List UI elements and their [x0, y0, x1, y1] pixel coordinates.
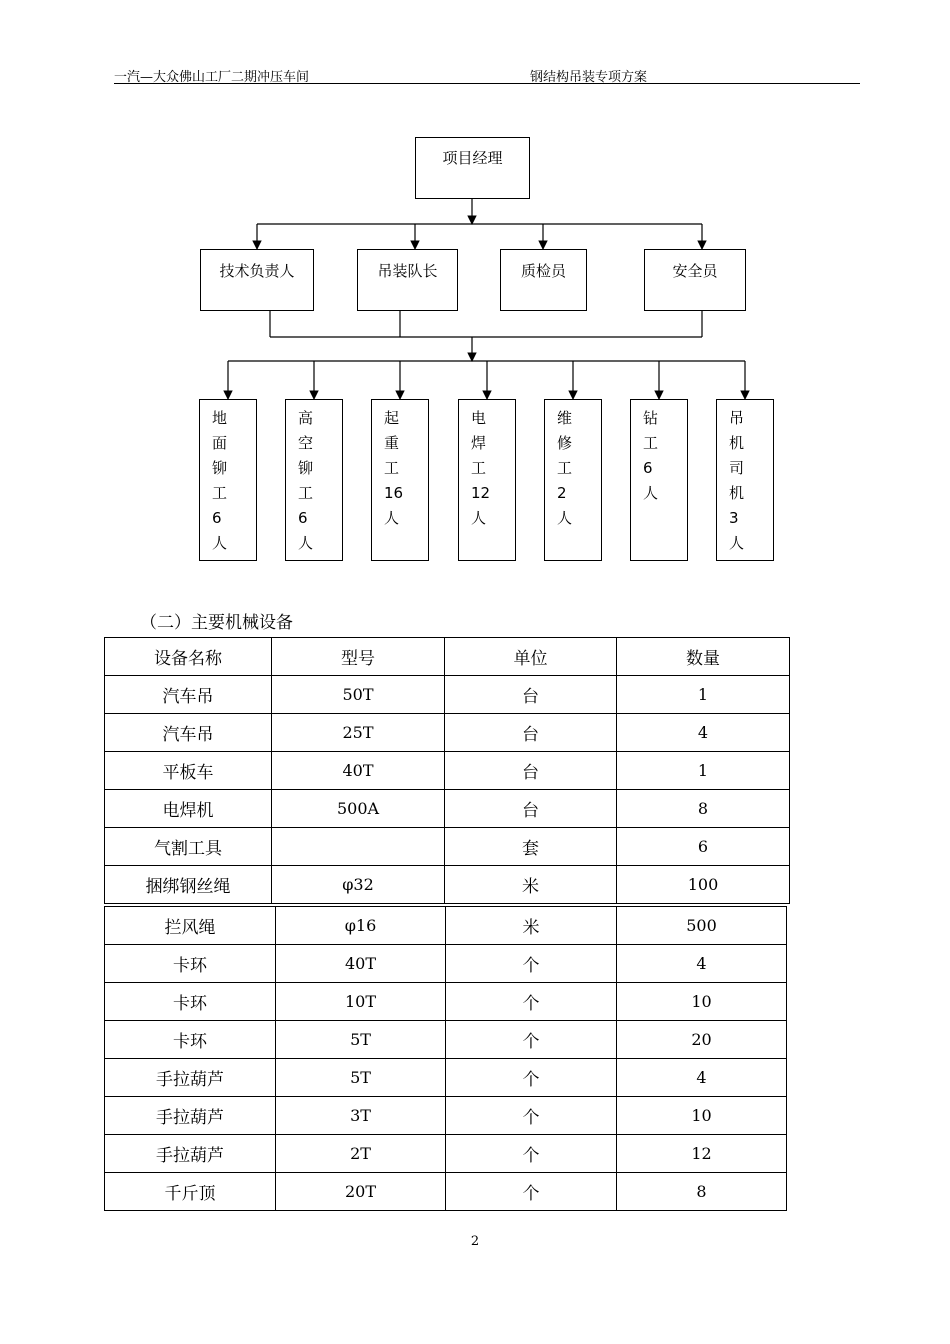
table-cell: 捆绑钢丝绳: [105, 866, 272, 904]
page-number: 2: [470, 1234, 480, 1249]
crew-text: 工: [298, 484, 314, 502]
table-cell: 台: [445, 790, 617, 828]
crew-text: 高: [298, 409, 314, 427]
org-box-electric-welders: [458, 399, 516, 561]
table-row: [105, 907, 787, 945]
table-row: [105, 983, 787, 1021]
table-cell: 20: [617, 1021, 787, 1059]
table-cell: 个: [446, 1135, 617, 1173]
column-header: 型号: [272, 638, 445, 676]
crew-text: 地: [212, 409, 228, 427]
org-box-project-manager: 项目经理: [415, 137, 530, 199]
crew-text: 工: [643, 434, 659, 452]
table-cell: 平板车: [105, 752, 272, 790]
table-cell: 气割工具: [105, 828, 272, 866]
org-box-technical-lead: 技术负责人: [200, 249, 314, 311]
equipment-table-part-2: [104, 906, 787, 1211]
crew-text: 人: [384, 509, 400, 527]
table-cell: 8: [617, 1173, 787, 1211]
org-box-safety-officer: 安全员: [644, 249, 746, 311]
table-cell: 米: [446, 907, 617, 945]
table-cell: 4: [617, 945, 787, 983]
table-row: [105, 1021, 787, 1059]
table-cell: 汽车吊: [105, 714, 272, 752]
column-header: 数量: [617, 638, 790, 676]
table-header-row: [105, 638, 790, 676]
table-row: [105, 945, 787, 983]
table-cell: 2T: [276, 1135, 446, 1173]
table-cell: 台: [445, 676, 617, 714]
table-cell: 卡环: [105, 983, 276, 1021]
table-cell: 个: [446, 1059, 617, 1097]
crew-text: 16: [384, 484, 404, 502]
crew-text: 工: [471, 459, 487, 477]
header-document-title: 钢结构吊装专项方案: [530, 70, 648, 85]
table-cell: 汽车吊: [105, 676, 272, 714]
table-cell: φ32: [272, 866, 445, 904]
org-box-lifting-captain: 吊装队长: [357, 249, 458, 311]
crew-text: 修: [557, 434, 573, 452]
table-cell: 1: [617, 752, 790, 790]
table-cell: 电焊机: [105, 790, 272, 828]
table-row: [105, 676, 790, 714]
table-cell: 25T: [272, 714, 445, 752]
crew-text: 工: [384, 459, 400, 477]
table-cell: 套: [445, 828, 617, 866]
crew-text: 6: [212, 509, 222, 527]
table-cell: 个: [446, 1173, 617, 1211]
crew-text: 工: [212, 484, 228, 502]
table-row: [105, 714, 790, 752]
crew-text: 6: [643, 459, 653, 477]
crew-text: 人: [212, 534, 228, 552]
table-row: [105, 752, 790, 790]
crew-text: 人: [471, 509, 487, 527]
crew-text: 人: [643, 484, 659, 502]
table-cell: 台: [445, 752, 617, 790]
crew-text: 起: [384, 409, 400, 427]
table-cell: 5T: [276, 1021, 446, 1059]
equipment-table-part-1: [104, 637, 790, 904]
table-row: [105, 1059, 787, 1097]
crew-text: 电: [471, 409, 487, 427]
crew-text: 2: [557, 484, 567, 502]
table-cell: 40T: [272, 752, 445, 790]
table-cell: 50T: [272, 676, 445, 714]
org-box-crane-operators: [716, 399, 774, 561]
crew-text: 铆: [212, 459, 228, 477]
table-cell: 个: [446, 945, 617, 983]
crew-text: 3: [729, 509, 739, 527]
org-chart: [0, 0, 950, 600]
org-box-high-altitude-riveters: [285, 399, 343, 561]
table-cell: 500A: [272, 790, 445, 828]
column-header: 设备名称: [105, 638, 272, 676]
org-box-quality-inspector: 质检员: [500, 249, 587, 311]
header-project-title: 一汽—大众佛山工厂二期冲压车间: [114, 70, 310, 85]
crew-text: 铆: [298, 459, 314, 477]
table-cell: 1: [617, 676, 790, 714]
table-cell: 个: [446, 1021, 617, 1059]
table-cell: 6: [617, 828, 790, 866]
table-cell: 8: [617, 790, 790, 828]
table-cell: 米: [445, 866, 617, 904]
crew-text: 焊: [471, 434, 487, 452]
table-cell: 10T: [276, 983, 446, 1021]
table-cell: 4: [617, 1059, 787, 1097]
table-cell: 千斤顶: [105, 1173, 276, 1211]
table-cell: φ16: [276, 907, 446, 945]
table-cell: 40T: [276, 945, 446, 983]
table-row: [105, 828, 790, 866]
table-cell: 4: [617, 714, 790, 752]
table-cell: 10: [617, 983, 787, 1021]
table-cell: 个: [446, 1097, 617, 1135]
crew-text: 钻: [643, 409, 659, 427]
table-cell: 20T: [276, 1173, 446, 1211]
org-box-ground-riveters: [199, 399, 257, 561]
crew-text: 人: [729, 534, 745, 552]
table-cell: 卡环: [105, 945, 276, 983]
section-title-main-equipment: （二）主要机械设备: [140, 613, 293, 633]
table-row: [105, 1173, 787, 1211]
table-cell: 12: [617, 1135, 787, 1173]
table-row: [105, 790, 790, 828]
table-row: [105, 1135, 787, 1173]
table-cell: 10: [617, 1097, 787, 1135]
crew-text: 面: [212, 434, 228, 452]
table-cell: 手拉葫芦: [105, 1135, 276, 1173]
org-box-maintenance-workers: [544, 399, 602, 561]
table-cell: 手拉葫芦: [105, 1097, 276, 1135]
table-cell: [272, 828, 445, 866]
table-cell: 手拉葫芦: [105, 1059, 276, 1097]
table-cell: 个: [446, 983, 617, 1021]
table-row: [105, 1097, 787, 1135]
table-cell: 拦风绳: [105, 907, 276, 945]
crew-text: 重: [384, 434, 400, 452]
crew-text: 维: [557, 409, 573, 427]
column-header: 单位: [445, 638, 617, 676]
table-cell: 卡环: [105, 1021, 276, 1059]
org-box-drillers: [630, 399, 688, 561]
table-cell: 台: [445, 714, 617, 752]
crew-text: 人: [298, 534, 314, 552]
org-box-riggers: [371, 399, 429, 561]
crew-text: 6: [298, 509, 308, 527]
crew-text: 司: [729, 459, 745, 477]
table-row: [105, 866, 790, 904]
crew-text: 吊: [729, 409, 745, 427]
crew-text: 机: [729, 434, 745, 452]
crew-text: 工: [557, 459, 573, 477]
crew-text: 人: [557, 509, 573, 527]
table-cell: 100: [617, 866, 790, 904]
crew-text: 空: [298, 434, 314, 452]
table-cell: 500: [617, 907, 787, 945]
crew-text: 12: [471, 484, 491, 502]
table-cell: 3T: [276, 1097, 446, 1135]
crew-text: 机: [729, 484, 745, 502]
table-cell: 5T: [276, 1059, 446, 1097]
